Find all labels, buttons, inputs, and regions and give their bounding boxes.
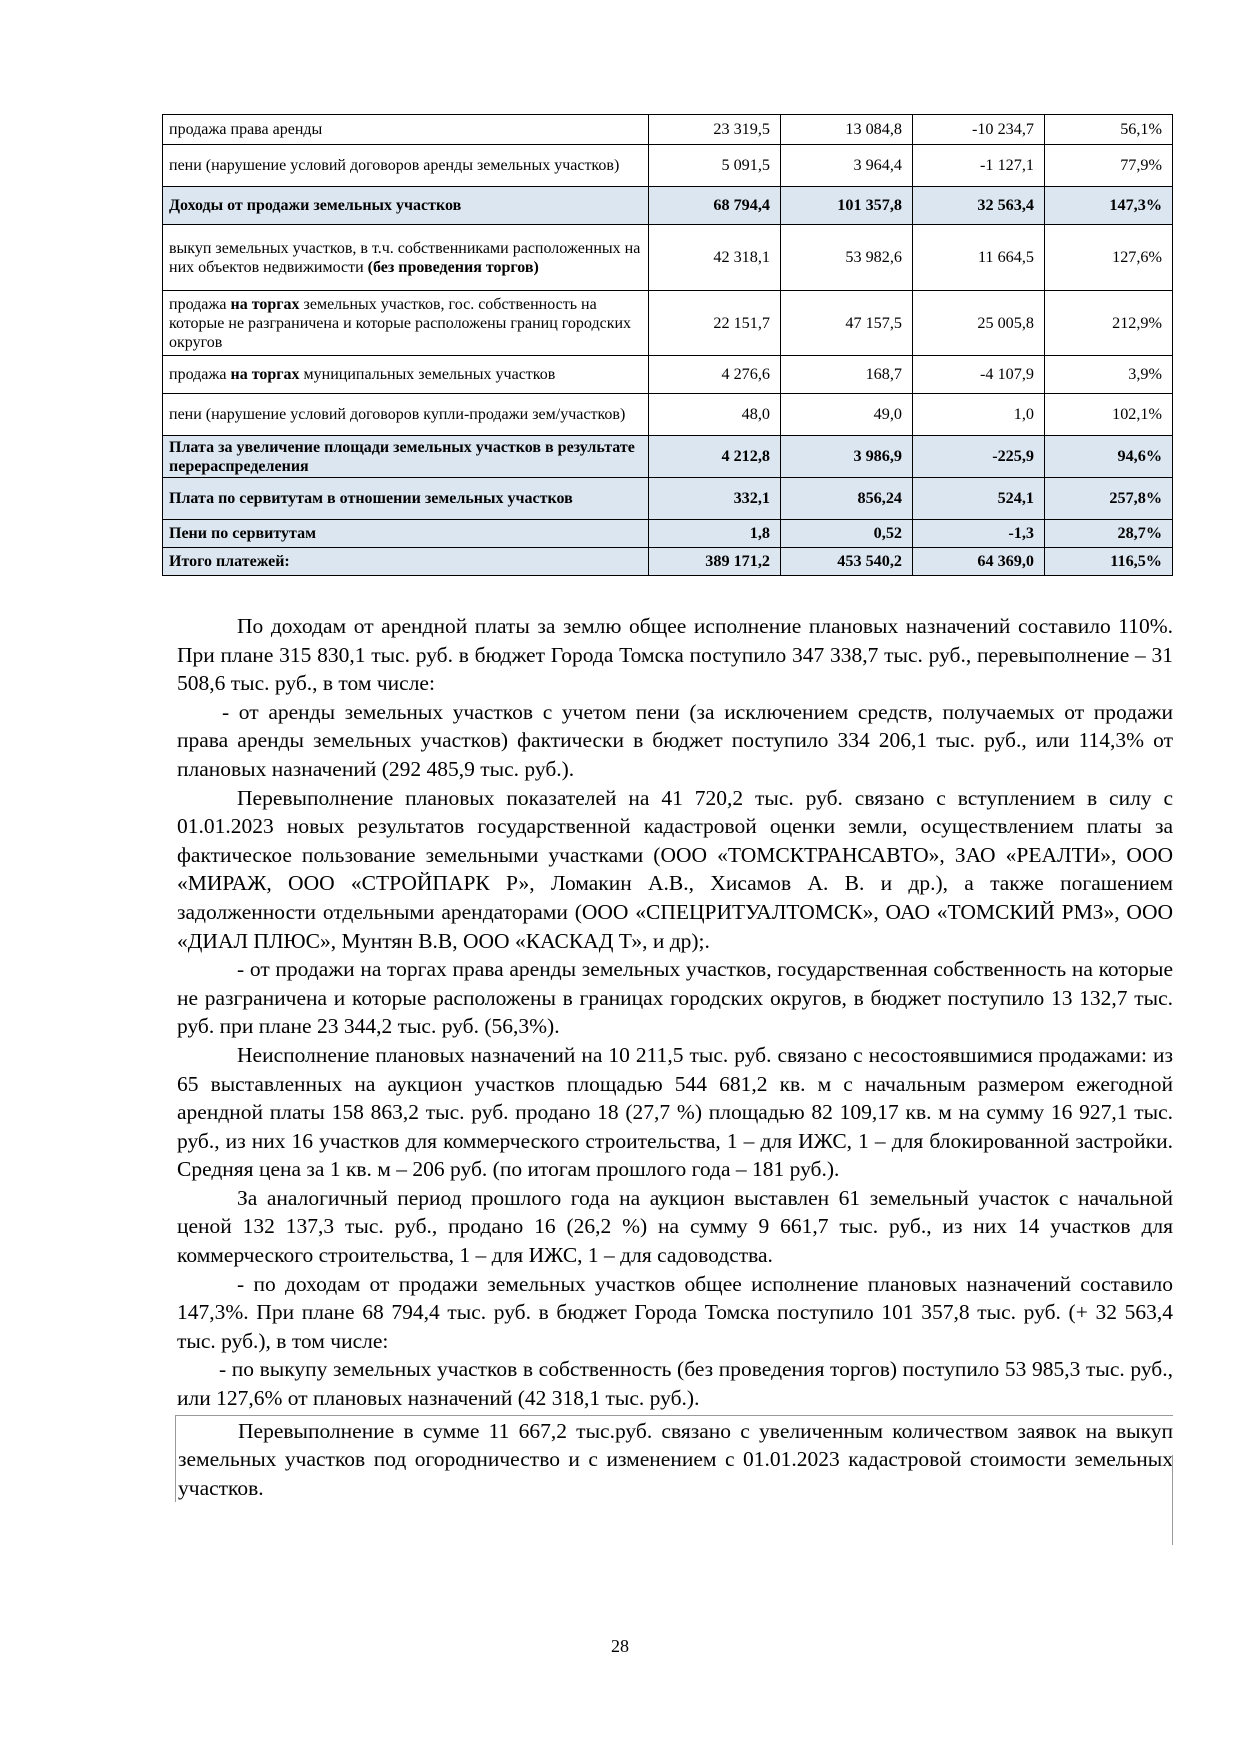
- row-value: 94,6%: [1045, 436, 1173, 478]
- row-label: Пени по сервитутам: [163, 520, 649, 548]
- row-value: 127,6%: [1045, 225, 1173, 291]
- row-value: 1,0: [913, 394, 1045, 436]
- box-border-right: [1172, 1455, 1173, 1545]
- revenue-table-body: [163, 115, 1173, 576]
- row-value: 11 664,5: [913, 225, 1045, 291]
- paragraph: - от аренды земельных участков с учетом пени (за исключением средств, получаемых от продажи права аренды земельных участков) фактически в бюджет поступило 334 206,1 тыс. руб., или 114,3% от плановых назначений (292 485,9 тыс. руб.).: [177, 699, 1173, 781]
- paragraph: За аналогичный период прошлого года на аукцион выставлен 61 земельный участок с начальной ценой 132 137,3 тыс. руб., продано 16 (26,2 %) на сумму 9 661,7 тыс. руб., из них 14 участков для коммерческого строительства, 1 – для ИЖС, 1 – для садоводства.: [177, 1185, 1173, 1268]
- table-row: [163, 436, 1173, 478]
- page-number: 28: [611, 1636, 629, 1656]
- row-value: 3,9%: [1045, 356, 1173, 394]
- row-value: -4 107,9: [913, 356, 1045, 394]
- row-value: 3 986,9: [781, 436, 913, 478]
- row-value: 42 318,1: [649, 225, 781, 291]
- row-value: 47 157,5: [781, 291, 913, 356]
- row-value: 48,0: [649, 394, 781, 436]
- row-label: выкуп земельных участков, в т.ч. собственниками расположенных на них объектов недвижимости (без проведения торгов): [163, 225, 649, 291]
- row-label: пени (нарушение условий договоров купли-продажи зем/участков): [163, 394, 649, 436]
- table-row: [163, 187, 1173, 225]
- row-value: 22 151,7: [649, 291, 781, 356]
- row-value: 168,7: [781, 356, 913, 394]
- row-label: Плата за увеличение площади земельных участков в результате перераспределения: [163, 436, 649, 478]
- row-label: Плата по сервитутам в отношении земельных участков: [163, 478, 649, 520]
- row-value: 4 212,8: [649, 436, 781, 478]
- row-value: 28,7%: [1045, 520, 1173, 548]
- paragraph: По доходам от арендной платы за землю общее исполнение плановых назначений составило 110%. При плане 315 830,1 тыс. руб. в бюджет Города Томска поступило 347 338,7 тыс. руб., перевыполнение – 31 508,6 тыс. руб., в том числе:: [177, 614, 1173, 696]
- row-value: 524,1: [913, 478, 1045, 520]
- table-row: [163, 548, 1173, 576]
- row-value: 53 982,6: [781, 225, 913, 291]
- table-row: [163, 478, 1173, 520]
- paragraph: - по доходам от продажи земельных участков общее исполнение плановых назначений составило 147,3%. При плане 68 794,4 тыс. руб. в бюджет Города Томска поступило 101 357,8 тыс. руб. (+ 32 563,4 тыс. руб.), в том числе:: [177, 1271, 1173, 1353]
- row-value: 4 276,6: [649, 356, 781, 394]
- row-value: 68 794,4: [649, 187, 781, 225]
- paragraphs: [177, 612, 1173, 1413]
- row-label: Доходы от продажи земельных участков: [163, 187, 649, 225]
- table-row: [163, 145, 1173, 187]
- table-row: [163, 225, 1173, 291]
- row-value: 32 563,4: [913, 187, 1045, 225]
- row-value: 332,1: [649, 478, 781, 520]
- paragraph: - по выкупу земельных участков в собственность (без проведения торгов) поступило 53 985,3 тыс. руб., или 127,6% от плановых назначений (42 318,1 тыс. руб.).: [177, 1357, 1173, 1411]
- table-row: [163, 291, 1173, 356]
- table-row: [163, 115, 1173, 145]
- row-value: 1,8: [649, 520, 781, 548]
- row-value: 23 319,5: [649, 115, 781, 145]
- paragraph: Неисполнение плановых назначений на 10 211,5 тыс. руб. связано с несостоявшимися продажами: из 65 выставленных на аукцион участков площадью 544 681,2 кв. м с начальным размером ежегодной арендной платы 158 863,2 тыс. руб. продано 18 (27,7 %) площадью 82 109,17 кв. м на сумму 16 927,1 тыс. руб., из них 16 участков для коммерческого строительства, 1 – для ИЖС, 1 – для блокированной застройки. Средняя цена за 1 кв. м – 206 руб. (по итогам прошлого года – 181 руб.).: [177, 1042, 1173, 1182]
- row-value: 0,52: [781, 520, 913, 548]
- row-value: 856,24: [781, 478, 913, 520]
- revenue-table: [162, 114, 1173, 576]
- row-value: 101 357,8: [781, 187, 913, 225]
- row-value: 25 005,8: [913, 291, 1045, 356]
- table-row: [163, 394, 1173, 436]
- row-value: 116,5%: [1045, 548, 1173, 576]
- row-value: 453 540,2: [781, 548, 913, 576]
- table-row: [163, 356, 1173, 394]
- row-label: продажа права аренды: [163, 115, 649, 145]
- row-value: 102,1%: [1045, 394, 1173, 436]
- row-value: 3 964,4: [781, 145, 913, 187]
- row-value: -1 127,1: [913, 145, 1045, 187]
- row-label: продажа на торгах муниципальных земельных участков: [163, 356, 649, 394]
- row-value: -225,9: [913, 436, 1045, 478]
- row-label: продажа на торгах земельных участков, гос. собственность на которые не разграничена и которые расположены границ городских округов: [163, 291, 649, 356]
- paragraph: - от продажи на торгах права аренды земельных участков, государственная собственность на которые не разграничена и которые расположены в границах городских округов, в бюджет поступило 13 132,7 тыс. руб. при плане 23 344,2 тыс. руб. (56,3%).: [177, 957, 1173, 1039]
- row-value: -10 234,7: [913, 115, 1045, 145]
- row-value: 389 171,2: [649, 548, 781, 576]
- row-value: -1,3: [913, 520, 1045, 548]
- row-value: 147,3%: [1045, 187, 1173, 225]
- row-value: 257,8%: [1045, 478, 1173, 520]
- body-text: [177, 612, 1173, 1502]
- boxed-paragraph: Перевыполнение в сумме 11 667,2 тыс.руб. связано с увеличенным количеством заявок на выкуп земельных участков под огородничество и с изменением с 01.01.2023 кадастровой стоимости земельных участков.: [178, 1418, 1173, 1500]
- row-value: 5 091,5: [649, 145, 781, 187]
- table-row: [163, 520, 1173, 548]
- paragraph: Перевыполнение плановых показателей на 41 720,2 тыс. руб. связано с вступлением в силу с 01.01.2023 новых результатов государственной кадастровой оценки земли, осуществлением платы за фактическое пользование земельными участками (ООО «ТОМСКТРАНСАВТО», ЗАО «РЕАЛТИ», ООО «МИРАЖ, ООО «СТРОЙПАРК Р», Ломакин А.В., Хисамов А. В. и др.), а также погашением задолженности отдельными арендаторами (ООО «СПЕЦРИТУАЛТОМСК», ОАО «ТОМСКИЙ РМЗ», ООО «ДИАЛ ПЛЮС», Мунтян В.В, ООО «КАСКАД Т», и др);.: [177, 785, 1173, 953]
- row-value: 13 084,8: [781, 115, 913, 145]
- row-label: пени (нарушение условий договоров аренды земельных участков): [163, 145, 649, 187]
- row-value: 212,9%: [1045, 291, 1173, 356]
- row-value: 77,9%: [1045, 145, 1173, 187]
- row-value: 64 369,0: [913, 548, 1045, 576]
- row-label: Итого платежей:: [163, 548, 649, 576]
- row-value: 56,1%: [1045, 115, 1173, 145]
- boxed-note: [175, 1415, 1173, 1503]
- row-value: 49,0: [781, 394, 913, 436]
